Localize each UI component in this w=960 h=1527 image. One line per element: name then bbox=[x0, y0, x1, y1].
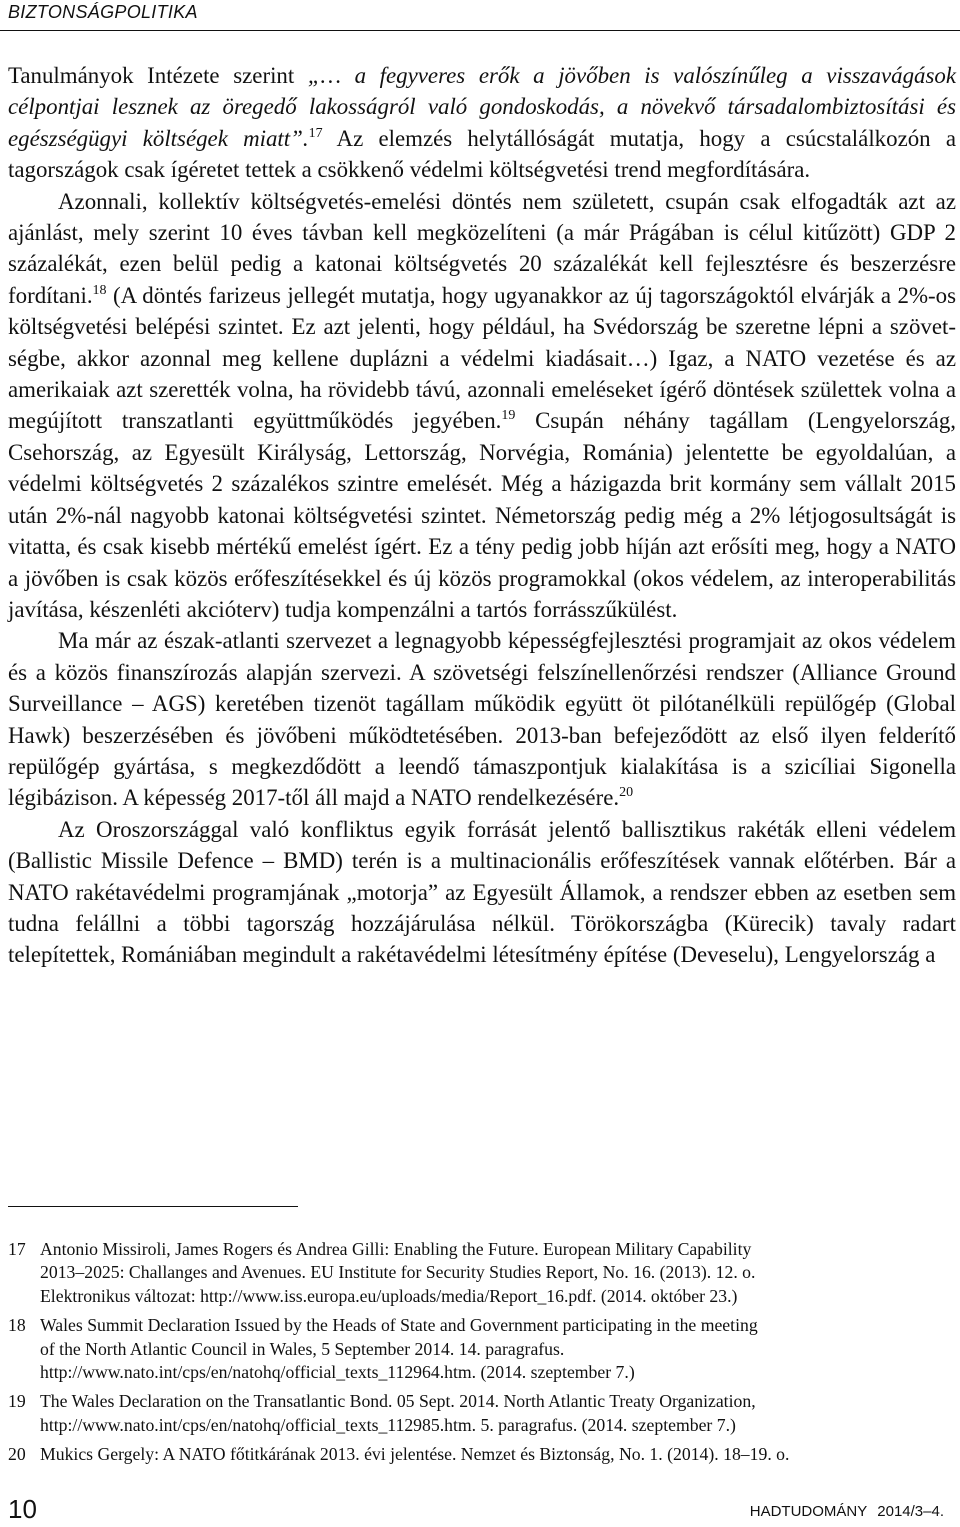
footnotes bbox=[8, 1238, 956, 1473]
journal-footer bbox=[750, 1503, 944, 1520]
footnote-19 bbox=[8, 1390, 956, 1437]
paragraph-text: Ma már az észak-atlanti szervezet a legnagyobb képességfejlesztési programjait az okos védelem és a közös finanszírozás alapján szervezi. A szövetségi felszínellenőrzési rendszer (Alliance Ground Surveillance – AGS) keretében tizenöt tagállam működik együtt öt pilótanélküli repülőgép (Global Hawk) beszerzésében és jövőbeni működtetésében. 2013-ban befejeződött az első ilyen felderítő repülőgép gyártása, s megkezdődött a leendő támaszpontjuk kialakítása is a szicíliai Sigonella légibázison. A képesség 2017-től áll majd a NATO rendelkezésére. bbox=[8, 628, 956, 811]
running-header: BIZTONSÁGPOLITIKA bbox=[8, 2, 198, 22]
header-divider bbox=[0, 30, 960, 31]
footnote-number: 19 bbox=[8, 1391, 26, 1412]
paragraph-text: Az Oroszországgal való konfliktus egyik forrását jelentő ballisztikus rakéták elleni védelem (Ballistic Missile Defence – BMD) terén is a multinacionális erőfeszítések vannak előtérben. Bár a NATO rakétavédelmi programjának „motorja” az Egyesült Államok, a rendszer ebben az esetben sem tudna felállni a többi tagország hozzájárulása nélkül. Törökországba (Kürecik) tavaly radart telepítettek, Romániában megindult a rakétavédelmi létesítmény építése (Deveselu), Lengyelország a bbox=[8, 816, 956, 968]
footnote-line: Antonio Missiroli, James Rogers és Andrea Gilli: Enabling the Future. European Military Capability bbox=[40, 1239, 752, 1259]
paragraph-text: Tanulmányok Intézete szerint bbox=[8, 63, 308, 88]
footnote-20 bbox=[8, 1443, 956, 1466]
footnote-line: The Wales Declaration on the Transatlantic Bond. 05 Sept. 2014. North Atlantic Treaty Organization, bbox=[40, 1391, 756, 1412]
footnote-text bbox=[40, 1314, 956, 1384]
paragraph-text: Az elemzés helytállóságát mutatja, hogy a csúcstalálkozón a tagországok csak ígéretet tettek a csökkenő védelmi költségvetési trend megfordítására. bbox=[8, 125, 956, 183]
article-body bbox=[8, 60, 956, 971]
footnote-number: 17 bbox=[8, 1239, 26, 1259]
paragraph-2 bbox=[8, 186, 956, 626]
paragraph-1 bbox=[8, 60, 956, 186]
footnote-link[interactable]: http://www.nato.int/cps/en/natohq/official_texts_112985.htm. 5. paragrafus. (2014. szeptember 7.) bbox=[40, 1414, 736, 1435]
journal-issue: 2014/3–4. bbox=[877, 1503, 944, 1520]
footnote-link[interactable]: http://www.nato.int/cps/en/natohq/official_texts_112964.htm. (2014. szeptember 7.) bbox=[40, 1362, 635, 1383]
footnote-line: 2013–2025: Challanges and Avenues. EU Institute for Security Studies Report, No. 16. (2013). 12. o. bbox=[40, 1262, 756, 1283]
quotation: „… a fegyveres erők a jövőben is valószínűleg a visszavágások célpontjai lesznek az öregedő lakosságról való gondoskodás, a növekvő társadalombiztosítási és egészségügyi költségek miatt”. bbox=[8, 63, 956, 151]
footnote-number: 18 bbox=[8, 1315, 26, 1336]
page-number: 10 bbox=[8, 1494, 37, 1524]
footnote-line: Wales Summit Declaration Issued by the Heads of State and Government participating in the meeting bbox=[40, 1315, 758, 1336]
footnote-17 bbox=[8, 1238, 956, 1308]
footnote-line: of the North Atlantic Council in Wales, 5 September 2014. 14. paragrafus. bbox=[40, 1338, 565, 1359]
paragraph-text: Azonnali, kollektív költségvetés-emelési döntés nem született, csupán csak elfogadták azt az ajánlást, mely szerint 10 éves távban kell megközelíteni (a már Prágában is célul kitűzött) GDP 2 százalékát, ezen belül pedig a katonai költségvetés 20 százalékát kell fejlesztésre és beszerzésre fordítani. bbox=[8, 188, 956, 308]
footnote-divider bbox=[8, 1206, 298, 1207]
footnote-ref-20[interactable]: 20 bbox=[619, 785, 634, 801]
footnote-link[interactable]: Elektronikus változat: http://www.iss.europa.eu/uploads/media/Report_16.pdf. (2014. október 23.) bbox=[40, 1285, 738, 1306]
paragraph-4 bbox=[8, 814, 956, 971]
footnote-ref-17[interactable]: 17 bbox=[308, 125, 323, 141]
footnote-text bbox=[40, 1390, 956, 1437]
paragraph-text: Csupán néhány tagállam (Lengyelország, Csehország, az Egyesült Királyság, Lettország, Norvégia, Románia) jelentette be egyoldalúan, a védelmi költségvetés 2 százalékos szintre emelését. Még a házigazda brit kormány sem vállalt 2015 után 2%-nál nagyobb katonai költségvetési szintet. Németország pedig még a 2% létjogosultságát is vitatta, és csak kisebb mértékű emelést ígért. Ez a tény pedig jobb híján azt erősíti meg, hogy a NATO a jövőben is csak közös erőfeszítésekkel és új közös programokkal (okos védelem, az interoperabilitás javítása, készenléti akcióterv) tudja kompenzálni a tartós forrásszűkülést. bbox=[8, 408, 957, 622]
paragraph-3 bbox=[8, 625, 956, 813]
footnote-number: 20 bbox=[8, 1444, 26, 1465]
footnote-text bbox=[40, 1238, 956, 1308]
paragraph-text: (A döntés farizeus jellegét mutatja, hogy ugyanakkor az új tagországoktól elvárják a 2%-os költségvetési belépési szintet. Ez azt jelenti, hogy például, ha Svédország be szeretne lépni a szövetségbe, akkor azonnal meg kellene duplázni a védelmi kiadásait…) Igaz, a NATO vezetése és az amerikaiak azt szerették volna, ha rövidebb távú, azonnali emeléseket ígérő döntések születtek volna a megújított transzatlanti együttműködés jegyében. bbox=[8, 282, 956, 434]
footnote-ref-19[interactable]: 19 bbox=[501, 408, 516, 424]
footnote-text bbox=[40, 1443, 956, 1466]
footnote-line: Mukics Gergely: A NATO főtitkárának 2013. évi jelentése. Nemzet és Biztonság, No. 1. (2014). 18–19. o. bbox=[40, 1444, 790, 1465]
footnote-18 bbox=[8, 1314, 956, 1384]
journal-name: HADTUDOMÁNY bbox=[749, 1503, 868, 1520]
footnote-ref-18[interactable]: 18 bbox=[92, 282, 107, 298]
